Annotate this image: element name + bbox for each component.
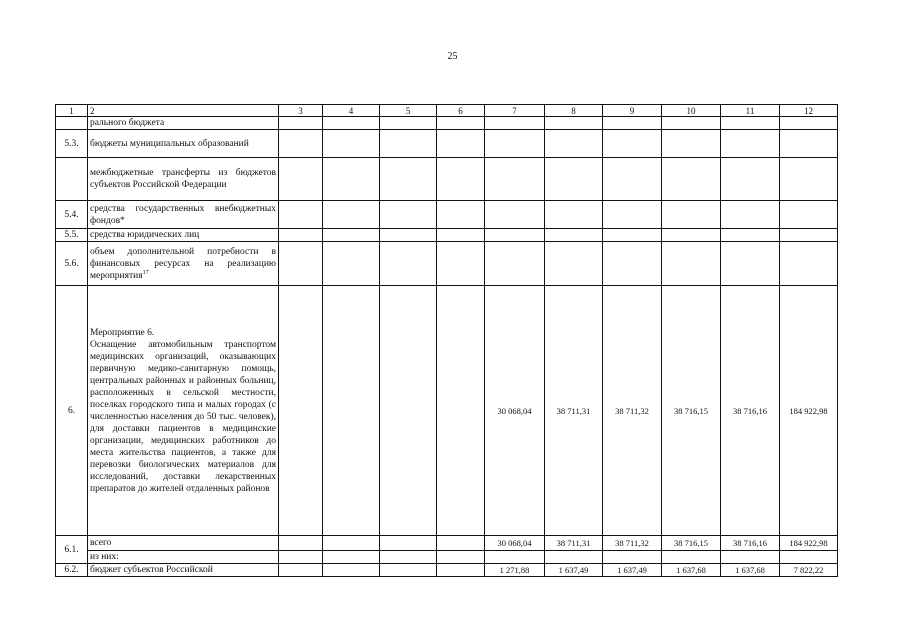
column-header: 9 bbox=[603, 105, 662, 117]
table-row bbox=[56, 201, 838, 229]
budget-table bbox=[55, 104, 838, 577]
row-description: бюджеты муниципальных образований bbox=[88, 130, 279, 158]
table-row bbox=[56, 130, 838, 158]
column-header: 10 bbox=[662, 105, 721, 117]
value-cell: 38 711,31 bbox=[545, 286, 603, 536]
value-cell: 38 711,31 bbox=[545, 536, 603, 551]
column-header: 11 bbox=[721, 105, 780, 117]
column-header: 3 bbox=[279, 105, 323, 117]
value-cell: 38 716,15 bbox=[662, 286, 721, 536]
footnote-mark: 17 bbox=[142, 269, 149, 276]
row-description: всего bbox=[88, 536, 279, 551]
table-row bbox=[56, 564, 838, 577]
row-description: рального бюджета bbox=[88, 117, 279, 130]
table-row bbox=[56, 286, 838, 536]
row-description bbox=[88, 242, 279, 286]
row-description: межбюджетные трансферты из бюджетов субъектов Российской Федерации bbox=[88, 158, 279, 201]
row-description: средства юридических лиц bbox=[88, 229, 279, 242]
value-cell: 7 822,22 bbox=[780, 564, 838, 577]
value-cell: 1 637,68 bbox=[662, 564, 721, 577]
value-cell: 1 637,49 bbox=[545, 564, 603, 577]
column-header-row bbox=[56, 105, 838, 117]
column-header: 5 bbox=[380, 105, 437, 117]
row-number: 6. bbox=[56, 286, 88, 536]
table-row bbox=[56, 242, 838, 286]
column-header: 12 bbox=[780, 105, 838, 117]
table-row bbox=[56, 117, 838, 130]
row-number: 6.2. bbox=[56, 564, 88, 577]
value-cell: 1 637,49 bbox=[603, 564, 662, 577]
value-cell: 30 068,04 bbox=[485, 286, 545, 536]
row-description: из них: bbox=[88, 551, 279, 564]
value-cell: 30 068,04 bbox=[485, 536, 545, 551]
row-number bbox=[56, 158, 88, 201]
row-number: 6.1. bbox=[56, 536, 88, 564]
row-number: 5.6. bbox=[56, 242, 88, 286]
column-header: 4 bbox=[323, 105, 380, 117]
value-cell: 38 711,32 bbox=[603, 286, 662, 536]
row-number bbox=[56, 117, 88, 130]
row-number: 5.4. bbox=[56, 201, 88, 229]
column-header: 1 bbox=[56, 105, 88, 117]
value-cell: 38 716,15 bbox=[662, 536, 721, 551]
table-row bbox=[56, 536, 838, 551]
row-number: 5.5. bbox=[56, 229, 88, 242]
column-header: 6 bbox=[437, 105, 485, 117]
column-header: 2 bbox=[88, 105, 279, 117]
table-row bbox=[56, 551, 838, 564]
row-description bbox=[88, 286, 279, 536]
row-description: бюджет субъектов Российской bbox=[88, 564, 279, 577]
value-cell: 1 637,68 bbox=[721, 564, 780, 577]
row-text: объем дополнительной потребности в финансовых ресурсах на реализацию мероприятия bbox=[90, 246, 276, 281]
table-row bbox=[56, 229, 838, 242]
value-cell: 1 271,88 bbox=[485, 564, 545, 577]
page-number: 25 bbox=[447, 51, 458, 62]
column-header: 7 bbox=[485, 105, 545, 117]
value-cell: 184 922,98 bbox=[780, 286, 838, 536]
row-description: средства государственных внебюджетных фондов* bbox=[88, 201, 279, 229]
value-cell: 38 716,16 bbox=[721, 536, 780, 551]
row-number: 5.3. bbox=[56, 130, 88, 158]
column-header: 8 bbox=[545, 105, 603, 117]
activity-description: Оснащение автомобильным транспортом медицинских организаций, оказывающих первичную медико-санитарную помощь, центральных районных и районных больниц, расположенных в сельской местности, поселках городского типа и малых городах (с численностью населения до 50 тыс. человек), для доставки пациентов в медицинские организации, медицинских работников до места жительства пациентов, а также для перевозки биологических материалов для исследований, доставки лекарственных препаратов до жителей отдаленных районов bbox=[90, 339, 276, 494]
value-cell: 38 716,16 bbox=[721, 286, 780, 536]
activity-title: Мероприятие 6. bbox=[90, 327, 155, 338]
value-cell: 38 711,32 bbox=[603, 536, 662, 551]
table-row bbox=[56, 158, 838, 201]
value-cell: 184 922,98 bbox=[780, 536, 838, 551]
